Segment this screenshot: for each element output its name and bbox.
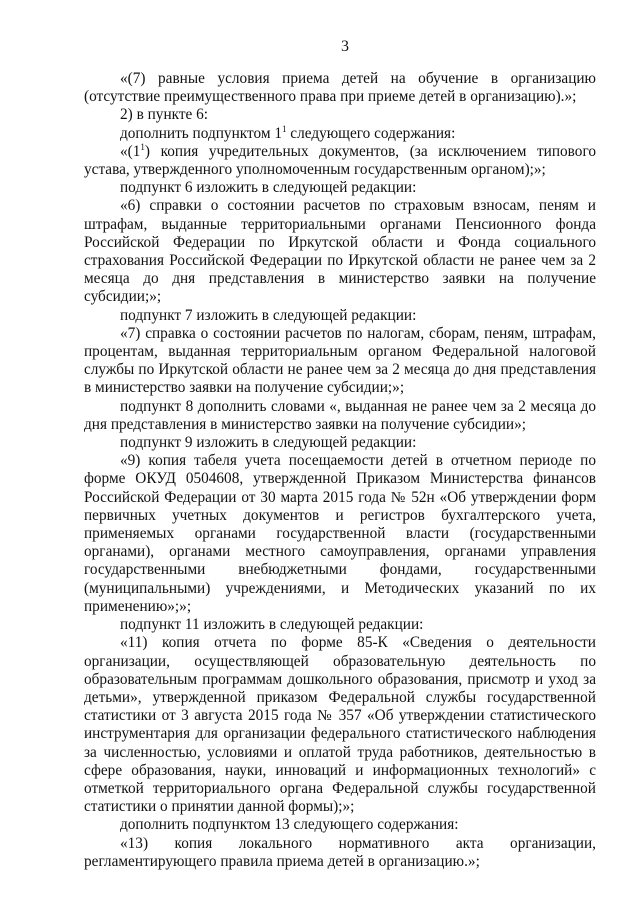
paragraph-item-7-equal-conditions: «(7) равные условия приема детей на обучение в организацию (отсутствие преимущественного права при приеме детей в организацию).»; <box>84 70 596 106</box>
paragraph-subitem-6-text: «6) справки о состоянии расчетов по страховым взносам, пеням и штрафам, выданные территориальными органами Пенсионного фонда Российской Федерации по Иркутской области и Фонда социального страхования Российской Федерации по Иркутской области не ранее чем за 2 месяца до дня представления в министерство заявки на получение субсидии;»; <box>84 197 596 306</box>
paragraph-subitem-1-1-text: «$(1^1)$ копия учредительных документов, (за исключением типового устава, утвержденного уполномоченным государственным органом);»; <box>84 141 596 179</box>
superscript: 1 <box>140 141 145 152</box>
paragraph-subitem-6-heading: подпункт 6 изложить в следующей редакции: <box>120 179 417 197</box>
paragraph-add-subitem-1-1: дополнить подпунктом $1^1$ следующего содержания: <box>120 123 456 142</box>
paragraph-subitem-7-text: «7) справка о состоянии расчетов по налогам, сборам, пеням, штрафам, процентам, выданная территориальным органом Федеральной налоговой службы по Иркутской области не ранее чем за 2 месяца до дня представления в министерство заявки на получение субсидии;»; <box>84 324 596 397</box>
paragraph-subitem-7-heading: подпункт 7 изложить в следующей редакции: <box>120 306 417 324</box>
paragraph-subitem-11-heading: подпункт 11 изложить в следующей редакции: <box>120 616 424 634</box>
paragraph-subitem-9-heading: подпункт 9 изложить в следующей редакции: <box>120 434 417 452</box>
paragraph-subitem-8-text: подпункт 8 дополнить словами «, выданная не ранее чем за 2 месяца до дня представления в министерство заявки на получение субсидии»; <box>84 397 596 433</box>
paragraph-point-6-heading: 2) в пункте 6: <box>120 106 209 124</box>
paragraph-subitem-9-text: «9) копия табеля учета посещаемости детей в отчетном периоде по форме ОКУД 0504608, утвержденной Приказом Министерства финансов Российской Федерации от 30 марта 2015 года № 52н «Об утверждении форм первичных учетных документов и регистров бухгалтерского учета, применяемых органами государственной власти (государственными органами), органами местного самоуправления, органами управления государственными внебюджетными фондами, государственными (муниципальными) учреждениями, и Методических указаний по их применению»;»; <box>84 452 596 615</box>
paragraph-add-subitem-13: дополнить подпунктом 13 следующего содержания: <box>120 816 459 834</box>
paragraph-subitem-11-text: «11) копия отчета по форме 85-К «Сведения о деятельности организации, осуществляющей образовательную деятельность по образовательным программам дошкольного образования, присмотр и уход за детьми», утвержденной приказом Федеральной службы государственной статистики от 3 августа 2015 года № 357 «Об утверждении статистического инструментария для организации федерального статистического наблюдения за численностью, условиями и оплатой труда работников, деятельностью в сфере образования, науки, инноваций и информационных технологий» с отметкой территориального органа Федеральной службы государственной статистики о принятии данной формы);»; <box>84 634 596 816</box>
paragraph-subitem-13-text: «13) копия локального нормативного акта организации, регламентирующего правила приема детей в организацию.»; <box>84 834 596 870</box>
superscript: 1 <box>281 123 287 134</box>
page-number: 3 <box>341 38 349 55</box>
